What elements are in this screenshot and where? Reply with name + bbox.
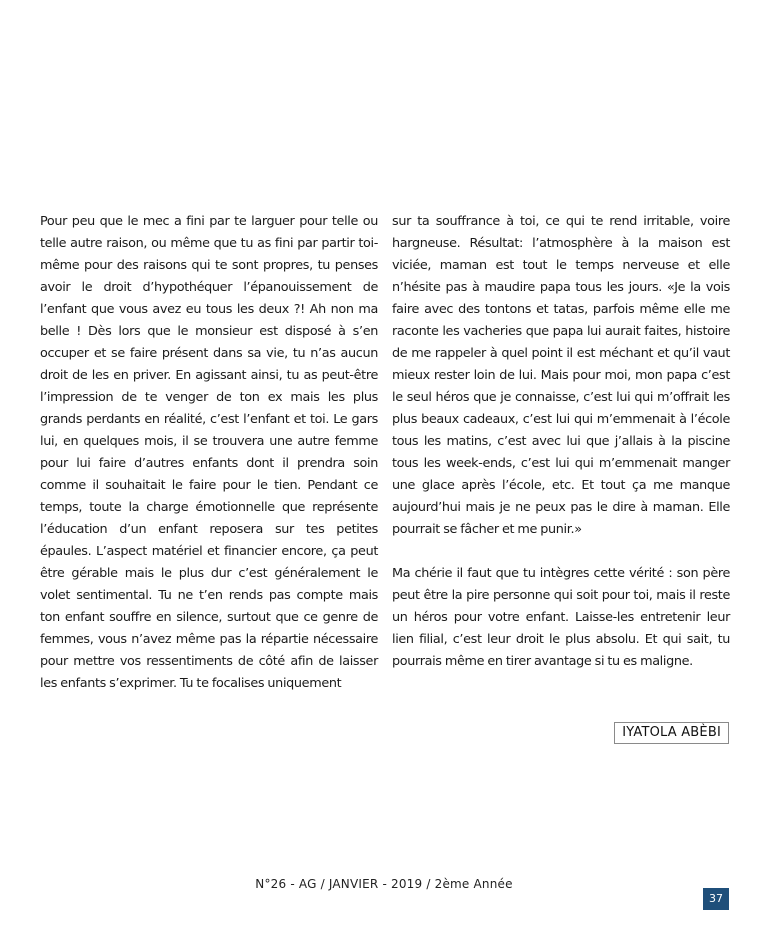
page-number-badge: 37 — [703, 888, 729, 910]
article-column-right — [392, 211, 730, 695]
author-signature: IYATOLA ABÈBI — [614, 722, 729, 744]
article-column-left — [40, 211, 378, 695]
article-paragraph: sur ta souffrance à toi, ce qui te rend irritable, voire hargneuse. Résultat: l’atmosphère à la maison est viciée, maman est tout le temps nerveuse et elle n’hésite pas à maudire papa tous les jours. «Je la vois faire avec des tontons et tatas, parfois même elle me raconte les vacheries que papa lui aurait faites, histoire de me rappeler à quel point il est méchant et qu’il vaut mieux rester loin de lui. Mais pour moi, mon papa c’est le seul héros que je connaisse, c’est lui qui m’offrait les plus beaux cadeaux, c’est lui qui m’emmenait à l’école tous les matins, c’est avec lui que j’allais à la piscine tous les week-ends, c’est lui qui m’emmenait manger une glace après l’école, etc. Et tout ça me manque aujourd’hui mais je ne peux pas le dire à maman. Elle pourrait se fâcher et me punir.» — [392, 214, 730, 537]
article-paragraph: Ma chérie il faut que tu intègres cette vérité : son père peut être la pire personne qui soit pour toi, mais il reste un héros pour votre enfant. Laisse-les entretenir leur lien filial, c’est leur droit le plus absolu. Et qui sait, tu pourrais même en tirer avantage si tu es maligne. — [392, 566, 730, 669]
article-body — [40, 211, 730, 695]
issue-footer: N°26 - AG / JANVIER - 2019 / 2ème Année — [255, 877, 513, 891]
article-paragraph: Pour peu que le mec a fini par te larguer pour telle ou telle autre raison, ou même que tu as fini par partir toi-même pour des raisons qui te sont propres, tu penses avoir le droit d’hypothéquer l’épanouissement de l’enfant que vous avez eu tous les deux ?! Ah non ma belle ! Dès lors que le monsieur est disposé à s’en occuper et se faire présent dans sa vie, tu n’as aucun droit de les en priver. En agissant ainsi, tu as peut-être l’impression de te venger de ton ex mais les plus grands perdants en réalité, c’est l’enfant et toi. Le gars lui, en quelques mois, il se trouvera une autre femme pour lui faire d’autres enfants dont il prendra soin comme il souhaitait le faire pour le tien. Pendant ce temps, toute la charge émotionnelle que représente l’éducation d’un enfant reposera sur tes petites épaules. L’aspect matériel et financier encore, ça peut être gérable mais le plus dur c’est généralement le volet sentimental. Tu ne t’en rends pas compte mais ton enfant souffre en silence, surtout que ce genre de femmes, vous n’avez même pas la répartie nécessaire pour mettre vos ressentiments de côté afin de laisser les enfants s’exprimer. Tu te focalises uniquement — [40, 214, 378, 691]
